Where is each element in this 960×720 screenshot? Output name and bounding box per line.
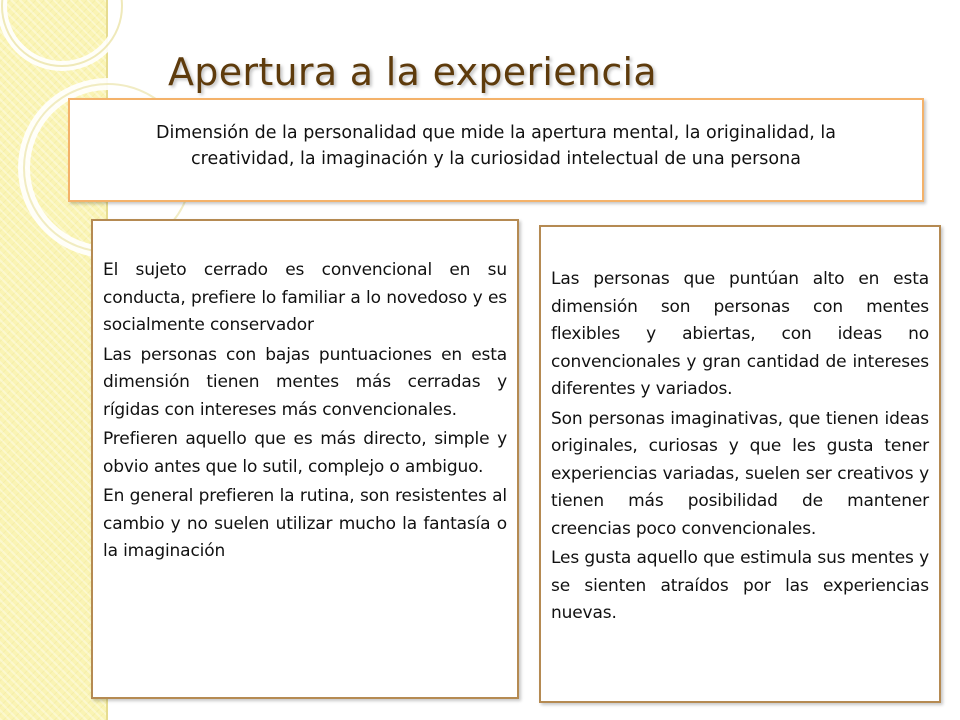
definition-text: Dimensión de la personalidad que mide la apertura mental, la originalidad, la creatividad, la imaginación y la curiosidad intelectual de una persona <box>156 123 836 169</box>
low-openness-paragraph: Las personas con bajas puntuaciones en esta dimensión tienen mentes más cerradas y rígidas con intereses más convencionales. <box>103 344 507 420</box>
high-openness-paragraph: Son personas imaginativas, que tienen ideas originales, curiosas y que les gusta tener experiencias variadas, suelen ser creativos y tienen más posibilidad de mantener creencias poco convencionales. <box>551 408 929 539</box>
low-openness-paragraph: El sujeto cerrado es convencional en su conducta, prefiere lo familiar a lo novedoso y es socialmente conservador <box>103 260 507 335</box>
low-openness-paragraph: En general prefieren la rutina, son resistentes al cambio y no suelen utilizar mucho la fantasía o la imaginación <box>103 486 507 561</box>
slide-title: Apertura a la experiencia <box>168 50 657 94</box>
low-openness-box <box>91 219 519 699</box>
definition-box <box>68 98 924 202</box>
high-openness-paragraph: Las personas que puntúan alto en esta dimensión son personas con mentes flexibles y abiertas, con ideas no convencionales y gran cantidad de intereses diferentes y variados. <box>551 269 929 399</box>
high-openness-box <box>539 225 941 703</box>
low-openness-paragraph: Prefieren aquello que es más directo, simple y obvio antes que lo sutil, complejo o ambiguo. <box>103 429 507 477</box>
high-openness-paragraph: Les gusta aquello que estimula sus mentes y se sienten atraídos por las experiencias nuevas. <box>551 548 929 623</box>
